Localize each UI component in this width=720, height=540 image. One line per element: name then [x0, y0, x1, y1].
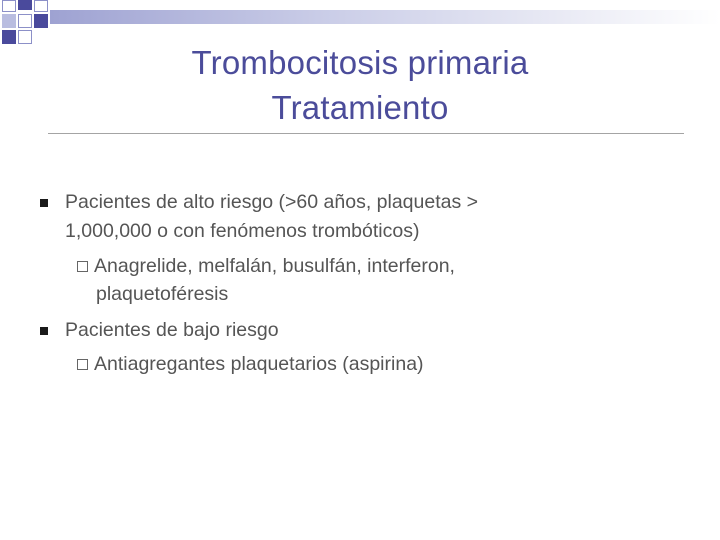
- sub-bullet-text: Anagrelide, melfalán, busulfán, interferon,: [94, 255, 455, 277]
- decor-square: [34, 0, 48, 12]
- decor-square: [2, 14, 16, 28]
- bullet-text: Pacientes de alto riesgo (>60 años, plaquetas >: [65, 191, 479, 213]
- sub-bullet-box-icon: [77, 261, 88, 272]
- sub-bullet-text: plaquetoféresis: [96, 283, 229, 305]
- decor-square: [34, 14, 48, 28]
- sub-bullet-box-icon: [77, 359, 88, 370]
- sub-bullet-item: [77, 348, 424, 380]
- title-line-1: Trombocitosis primaria: [191, 44, 529, 81]
- title-divider: [48, 133, 684, 134]
- bullet-square-icon: [40, 199, 48, 207]
- decor-square: [18, 0, 32, 10]
- bullet-text: 1,000,000 o con fenómenos trombóticos): [65, 220, 420, 242]
- decor-square: [18, 14, 32, 28]
- decor-square: [2, 0, 16, 12]
- header-gradient-band: [50, 10, 720, 24]
- slide-title: [0, 40, 720, 130]
- bullet-square-icon: [40, 327, 48, 335]
- bullet-text: Pacientes de bajo riesgo: [65, 319, 279, 341]
- title-line-2: Tratamiento: [271, 89, 449, 126]
- sub-bullet-text: Antiagregantes plaquetarios (aspirina): [94, 353, 424, 375]
